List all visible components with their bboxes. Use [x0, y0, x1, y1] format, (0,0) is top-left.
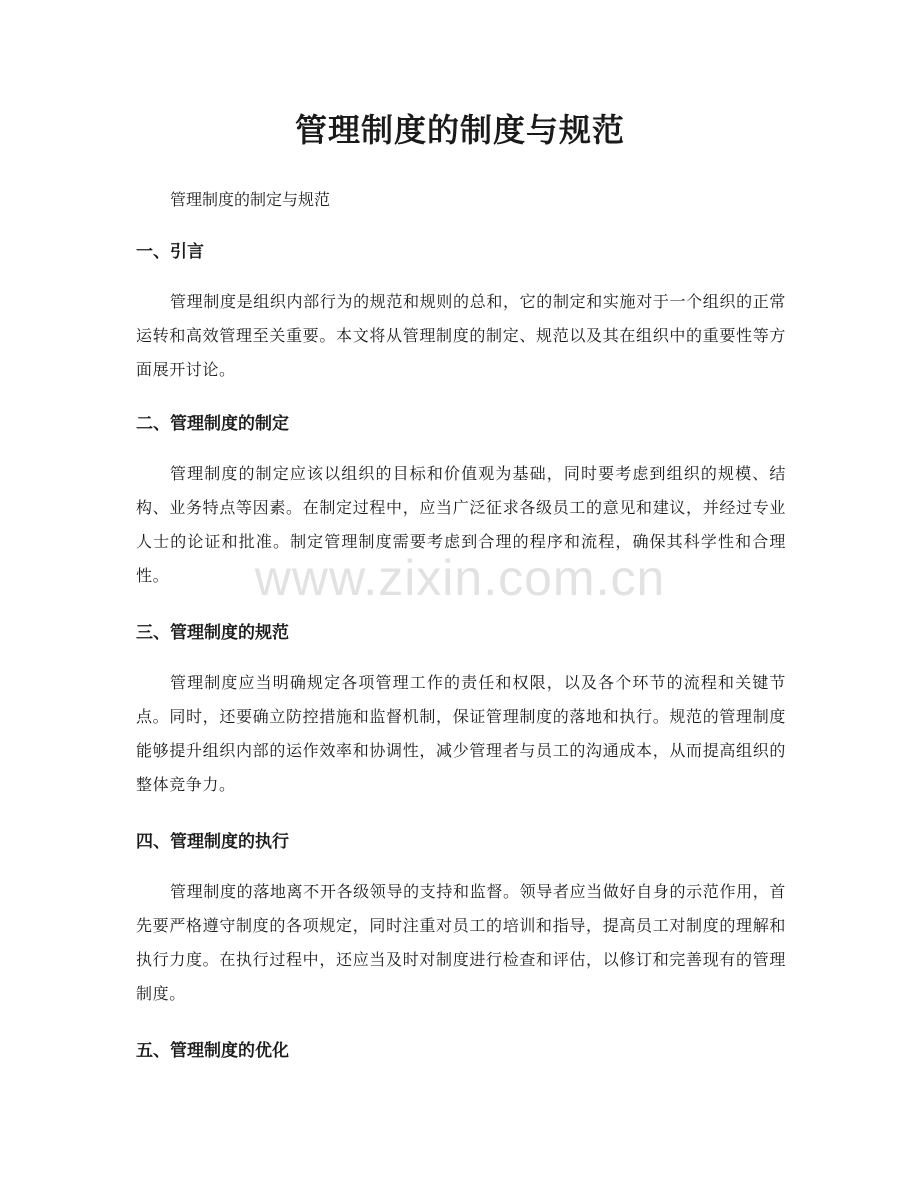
- section-heading-execution: 四、管理制度的执行: [136, 832, 289, 852]
- section-heading-introduction: 一、引言: [136, 242, 204, 262]
- section-paragraph-introduction: 管理制度是组织内部行为的规范和规则的总和，它的制定和实施对于一个组织的正常运转和高效管理至关重要。本文将从管理制度的制定、规范以及其在组织中的重要性等方面展开讨论。: [136, 292, 786, 379]
- document-subtitle: 管理制度的制定与规范: [170, 190, 331, 209]
- section-paragraph-standards: 管理制度应当明确规定各项管理工作的责任和权限，以及各个环节的流程和关键节点。同时，还要确立防控措施和监督机制，保证管理制度的落地和执行。规范的管理制度能够提升组织内部的运作效率和协调性，减少管理者与员工的沟通成本，从而提高组织的整体竞争力。: [136, 673, 786, 794]
- section-paragraph-formulation: 管理制度的制定应该以组织的目标和价值观为基础，同时要考虑到组织的规模、结构、业务特点等因素。在制定过程中，应当广泛征求各级员工的意见和建议，并经过专业人士的论证和批准。制定管理制度需要考虑到合理的程序和流程，确保其科学性和合理性。: [136, 464, 786, 585]
- document-title: 管理制度的制度与规范: [294, 111, 625, 149]
- section-paragraph-execution: 管理制度的落地离不开各级领导的支持和监督。领导者应当做好自身的示范作用，首先要严格遵守制度的各项规定，同时注重对员工的培训和指导，提高员工对制度的理解和执行力度。在执行过程中，还应当及时对制度进行检查和评估，以修订和完善现有的管理制度。: [136, 882, 786, 1003]
- watermark-text: www.zixin.com.cn: [254, 550, 666, 606]
- section-heading-optimization: 五、管理制度的优化: [136, 1041, 289, 1061]
- section-heading-formulation: 二、管理制度的制定: [136, 414, 289, 434]
- section-heading-standards: 三、管理制度的规范: [136, 623, 289, 643]
